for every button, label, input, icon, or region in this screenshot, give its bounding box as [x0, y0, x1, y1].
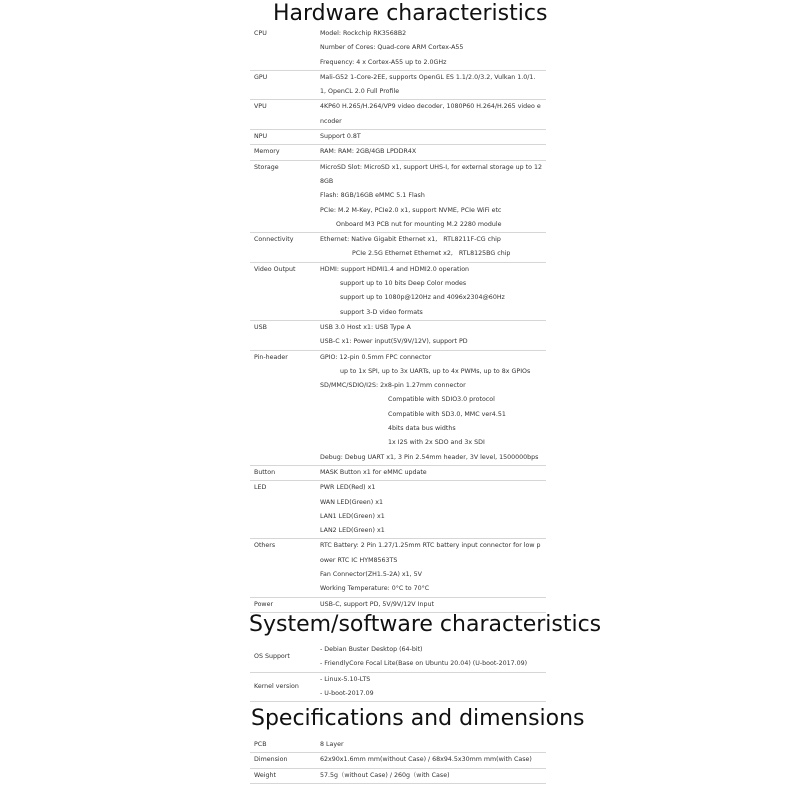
spec-value-line: USB-C, support PD, 5V/9V/12V Input — [320, 600, 434, 608]
spec-label: CPU — [254, 30, 267, 37]
spec-value-line: 8GB — [320, 177, 334, 185]
spec-row — [250, 539, 546, 597]
specifications-table — [250, 738, 546, 784]
spec-label: PCB — [254, 741, 267, 748]
spec-value — [320, 321, 546, 350]
spec-label: Power — [254, 600, 274, 608]
spec-label: Dimension — [254, 756, 288, 764]
spec-value-line: Fan Connector(ZH1.5-2A) x1, 5V — [320, 570, 422, 578]
spec-value — [320, 738, 546, 752]
spec-value-line: 4KP60 H.265/H.264/VP9 video decoder, 1080P60 H.264/H.265 video e — [320, 103, 541, 111]
spec-label: Memory — [254, 148, 280, 156]
spec-label: NPU — [254, 133, 268, 141]
spec-value-line: Working Temperature: 0°C to 70°C — [320, 585, 430, 593]
spec-row — [250, 161, 546, 233]
spec-row — [250, 145, 546, 160]
spec-value-line: 62x90x1.6mm mm(without Case) / 68x94.5x30mm mm(with Case) — [320, 756, 532, 764]
spec-label: USB — [254, 323, 267, 331]
spec-value-line: ower RTC IC HYM8563TS — [320, 556, 398, 564]
hardware-characteristics-title: Hardware characteristics — [273, 1, 548, 26]
spec-value-line: LAN2 LED(Green) x1 — [320, 527, 385, 535]
spec-value-line: USB-C x1: Power input(5V/9V/12V), support PD — [320, 338, 468, 346]
spec-value-line: Onboard M3 PCB nut for mounting M.2 2280 module — [320, 220, 502, 228]
spec-value-line: 1, OpenCL 2.0 Full Profile — [320, 88, 400, 96]
spec-row — [250, 130, 546, 145]
spec-row — [250, 351, 546, 466]
spec-row — [250, 769, 546, 784]
spec-value-line: ncoder — [320, 117, 342, 125]
system-software-title: System/software characteristics — [249, 612, 602, 637]
spec-label: GPU — [254, 73, 268, 81]
spec-value-line: LAN1 LED(Green) x1 — [320, 512, 385, 520]
spec-label: VPU — [254, 103, 267, 111]
spec-value-line: 1x I2S with 2x SDO and 3x SDI — [320, 439, 485, 447]
spec-row — [250, 598, 546, 613]
spec-value — [320, 539, 546, 596]
spec-value-line: - Debian Buster Desktop (64-bit) — [320, 646, 423, 653]
spec-label: Others — [254, 542, 276, 550]
spec-value-line: 4bits data bus widths — [320, 425, 456, 433]
spec-value — [320, 643, 546, 672]
spec-label: Weight — [254, 771, 276, 779]
spec-row — [250, 738, 546, 753]
spec-value-line: Number of Cores: Quad-core ARM Cortex-A55 — [320, 44, 464, 52]
spec-value-line: Compatible with SD3.0, MMC ver4.51 — [320, 410, 506, 418]
spec-value-line: PWR LED(Red) x1 — [320, 484, 376, 492]
spec-label: Kernel version — [254, 682, 299, 690]
spec-row — [250, 673, 546, 703]
spec-value — [320, 598, 546, 612]
spec-value-line: Model: Rockchip RK3568B2 — [320, 30, 407, 37]
spec-label: LED — [254, 484, 267, 492]
spec-value — [320, 27, 546, 70]
spec-value-line: MASK Button x1 for eMMC update — [320, 468, 427, 476]
spec-value-line: 8 Layer — [320, 741, 344, 748]
spec-value-line: - FriendlyCore Focal Lite(Base on Ubuntu 20.04) (U-boot-2017.09) — [320, 660, 528, 668]
spec-value-line: - U-boot-2017.09 — [320, 689, 374, 697]
spec-value — [320, 263, 546, 320]
spec-value — [320, 100, 546, 129]
spec-value-line: Ethernet: Native Gigabit Ethernet x1, RTL8211F-CG chip — [320, 236, 501, 244]
hardware-table — [250, 27, 546, 613]
spec-row — [250, 321, 546, 351]
spec-label: Pin-header — [254, 353, 288, 361]
spec-label: Storage — [254, 163, 279, 171]
spec-value — [320, 161, 546, 232]
spec-value — [320, 130, 546, 144]
spec-value — [320, 351, 546, 465]
spec-value-line: up to 1x SPI, up to 3x UARTs, up to 4x PWMs, up to 8x GPIOs — [320, 367, 531, 375]
spec-value-line: Flash: 8GB/16GB eMMC 5.1 Flash — [320, 192, 425, 200]
spec-value-line: support up to 1080p@120Hz and 4096x2304@60Hz — [320, 294, 505, 302]
spec-value-line: support up to 10 bits Deep Color modes — [320, 280, 467, 288]
spec-value — [320, 673, 546, 702]
spec-row — [250, 100, 546, 130]
spec-value — [320, 71, 546, 100]
spec-value-line: Compatible with SDIO3.0 protocol — [320, 396, 495, 404]
spec-label: Button — [254, 468, 276, 476]
spec-value-line: 57.5g（without Case) / 260g（with Case) — [320, 771, 450, 779]
spec-value-line: RTC Battery: 2 Pin 1.27/1.25mm RTC battery input connector for low p — [320, 542, 541, 550]
spec-value-line: WAN LED(Green) x1 — [320, 498, 383, 506]
spec-value — [320, 753, 546, 767]
spec-label: OS Support — [254, 653, 290, 661]
spec-value-line: Frequency: 4 x Cortex-A55 up to 2.0GHz — [320, 58, 447, 66]
spec-value — [320, 145, 546, 159]
spec-value-line: RAM: RAM: 2GB/4GB LPDDR4X — [320, 148, 417, 156]
spec-value-line: SD/MMC/SDIO/I2S: 2x8-pin 1.27mm connector — [320, 382, 466, 390]
system-software-table — [250, 643, 546, 702]
specifications-title: Specifications and dimensions — [251, 706, 585, 731]
spec-label: Connectivity — [254, 236, 294, 244]
spec-value — [320, 466, 546, 480]
spec-value-line: Debug: Debug UART x1, 3 Pin 2.54mm header, 3V level, 1500000bps — [320, 453, 539, 461]
spec-row — [250, 71, 546, 101]
spec-value-line: USB 3.0 Host x1: USB Type A — [320, 323, 411, 331]
spec-row — [250, 481, 546, 539]
spec-value — [320, 769, 546, 783]
spec-value-line: Mali-G52 1-Core-2EE, supports OpenGL ES 1.1/2.0/3.2, Vulkan 1.0/1. — [320, 73, 536, 81]
spec-value-line: PCIe 2.5G Ethernet Ethernet x2, RTL8125BG chip — [320, 250, 511, 258]
spec-row — [250, 466, 546, 481]
spec-value-line: support 3-D video formats — [320, 308, 423, 316]
spec-row — [250, 27, 546, 71]
spec-value-line: Support 0.8T — [320, 133, 361, 141]
spec-value-line: MicroSD Slot: MicroSD x1, support UHS-I, for external storage up to 12 — [320, 163, 542, 171]
spec-label: Video Output — [254, 265, 296, 273]
spec-row — [250, 233, 546, 263]
spec-row — [250, 643, 546, 673]
spec-value — [320, 233, 546, 262]
spec-value-line: PCIe: M.2 M-Key, PCIe2.0 x1, support NVME, PCIe WiFi etc — [320, 206, 502, 214]
spec-value — [320, 481, 546, 538]
spec-value-line: - Linux-5.10-LTS — [320, 675, 371, 683]
spec-value-line: HDMI: support HDMI1.4 and HDMI2.0 operation — [320, 265, 470, 273]
spec-value-line: GPIO: 12-pin 0.5mm FPC connector — [320, 353, 432, 361]
spec-row — [250, 753, 546, 768]
spec-row — [250, 263, 546, 321]
